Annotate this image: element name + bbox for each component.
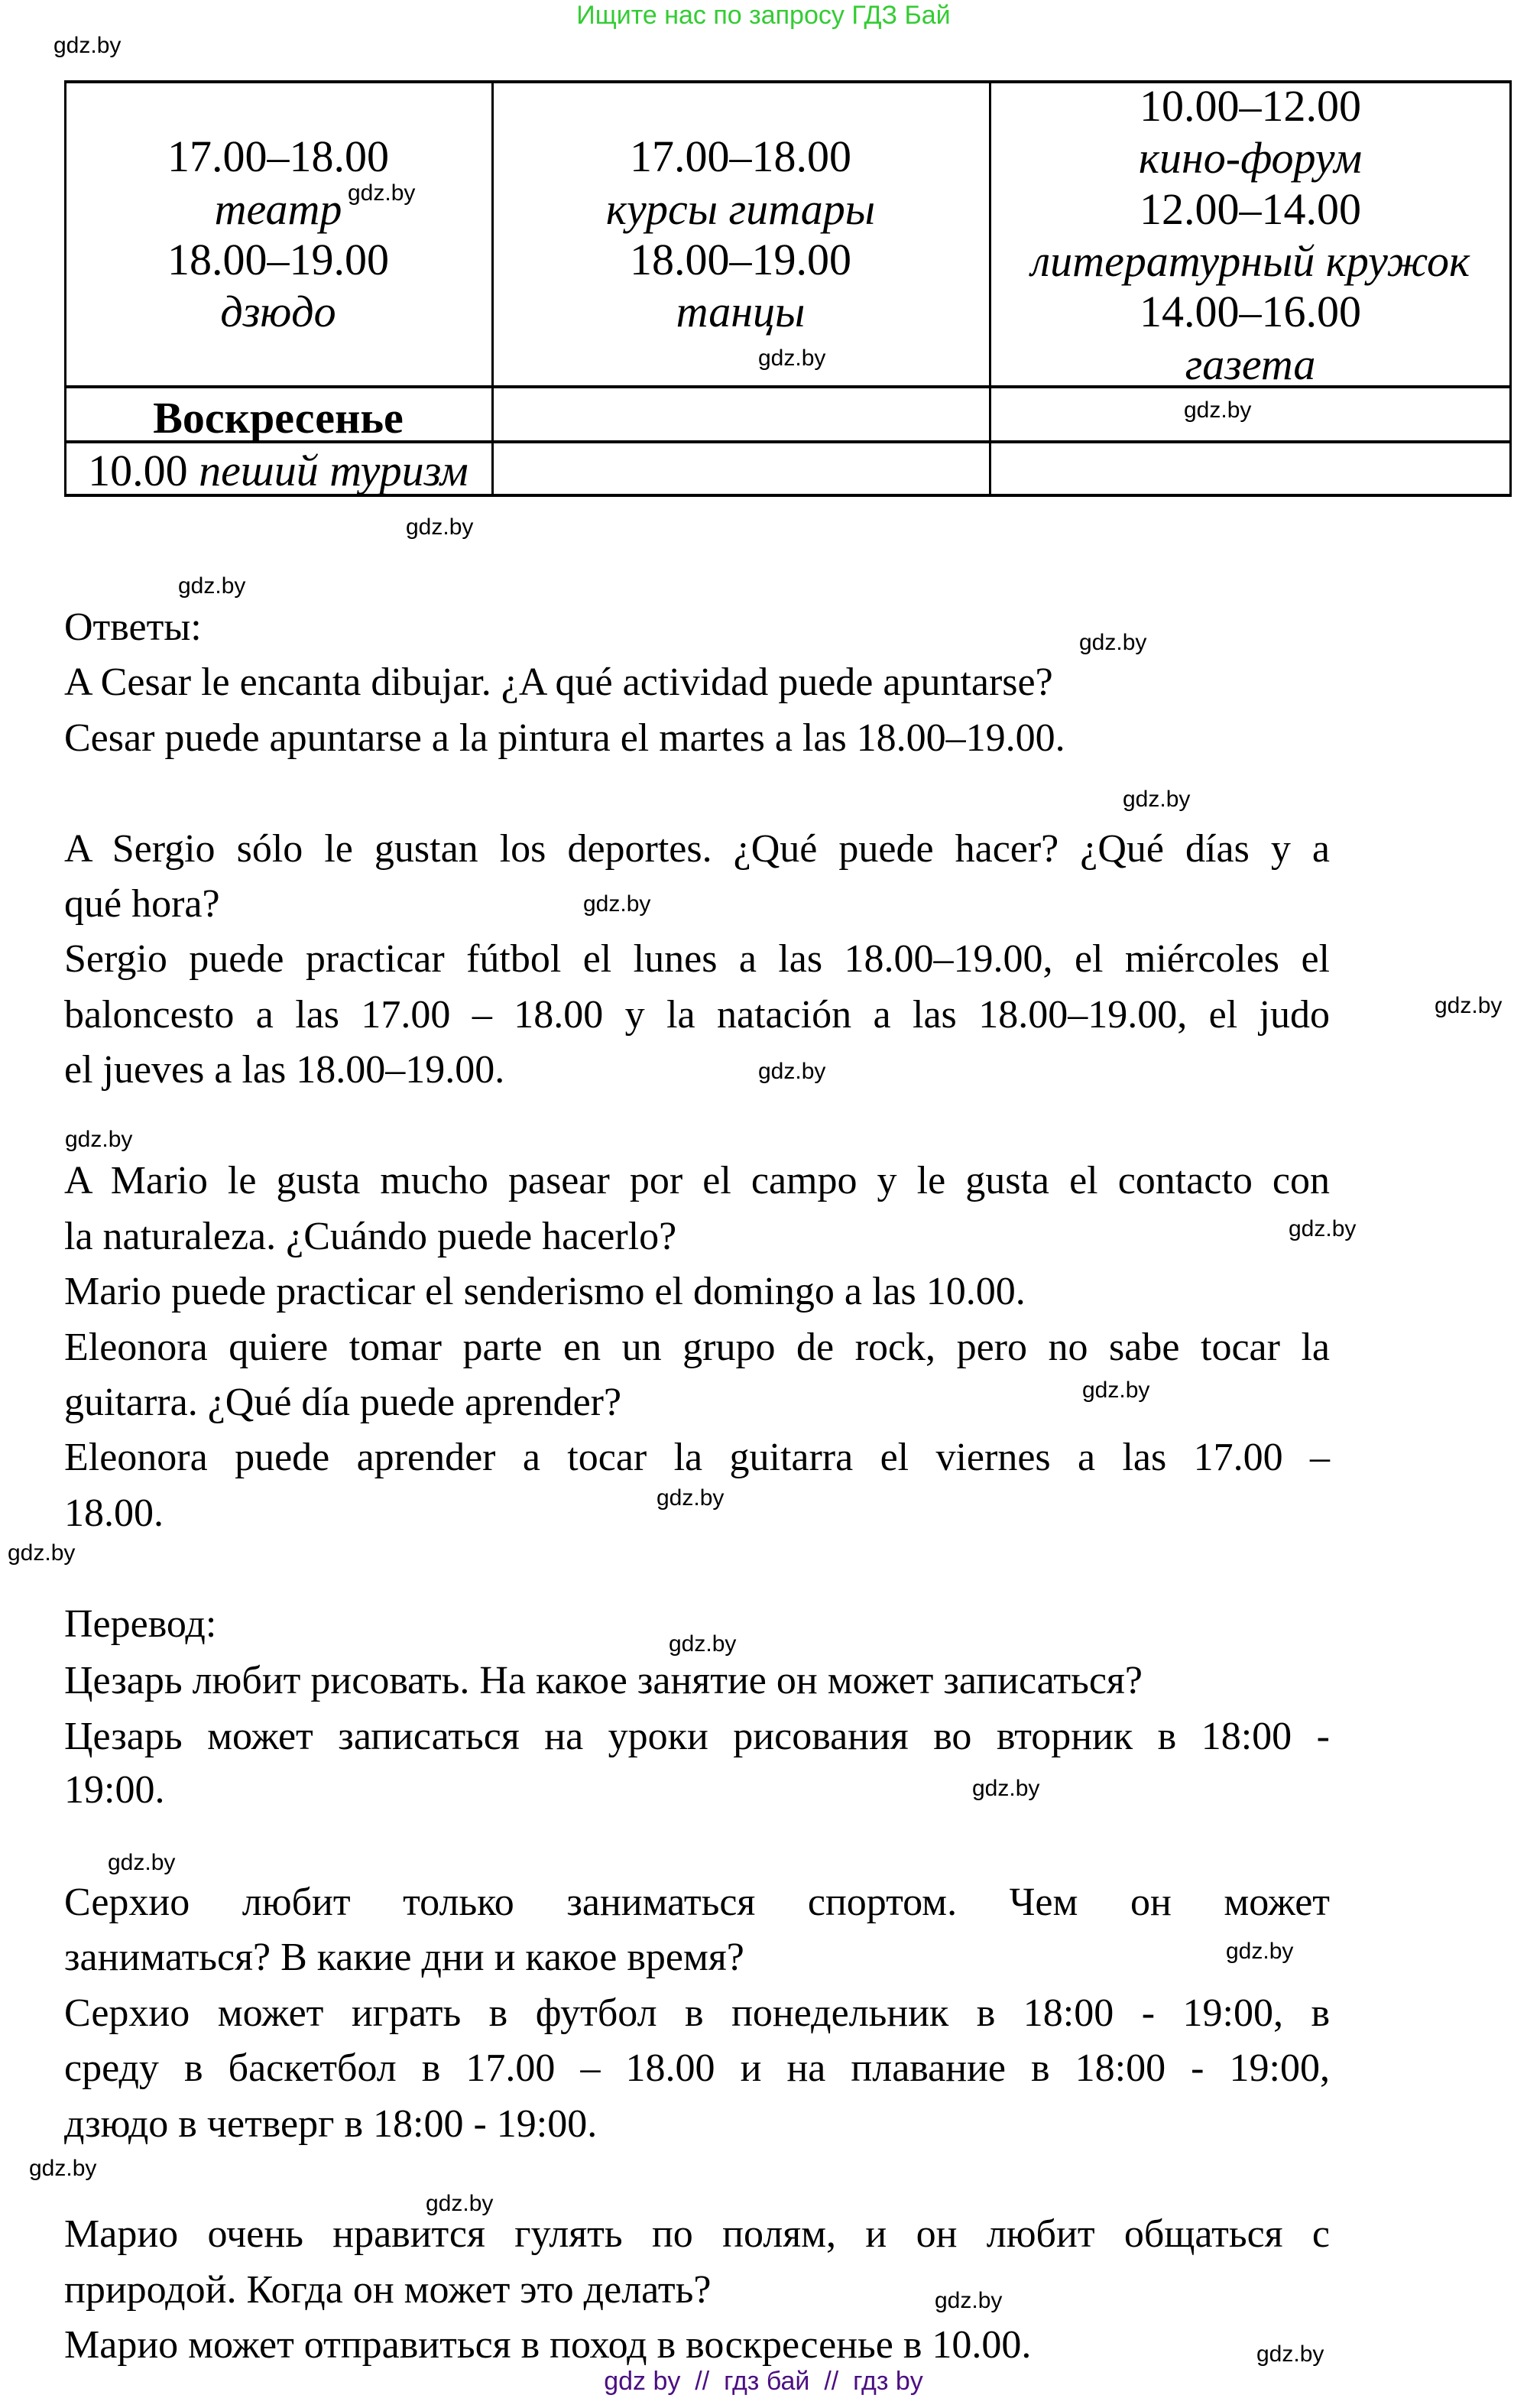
sunday-time: 10.00 — [88, 446, 188, 495]
watermark: gdz.by — [1079, 630, 1147, 655]
watermark: gdz.by — [1289, 1216, 1357, 1241]
watermark: gdz.by — [178, 573, 246, 599]
watermark: gdz.by — [758, 1059, 826, 1084]
cell-text: 18.00–19.00 — [167, 235, 389, 284]
text-line: Mario puede practicar el senderismo el domingo a las 10.00. — [64, 1270, 1026, 1313]
text-line: 18.00. — [64, 1491, 164, 1535]
text-line: A Cesar le encanta dibujar. ¿A qué actividad puede apuntarse? — [64, 660, 1053, 704]
text-line: заниматься? В какие дни и какое время? — [64, 1936, 744, 1979]
text-line: A Sergio sólo le gustan los deportes. ¿Qué puede hacer? ¿Qué días y a — [64, 827, 1330, 871]
cell-text: танцы — [676, 287, 806, 336]
cell-text: кино-форум — [1138, 133, 1363, 183]
text-line: Марио может отправиться в поход в воскресенье в 10.00. — [64, 2323, 1032, 2367]
cell-text: 17.00–18.00 — [630, 131, 851, 181]
cell-text: театр — [214, 184, 342, 234]
watermark: gdz.by — [669, 1631, 737, 1657]
watermark: gdz.by — [972, 1776, 1040, 1801]
watermark: gdz.by — [8, 1540, 76, 1566]
section-heading: Перевод: — [64, 1602, 217, 1646]
sunday-entry — [64, 445, 492, 497]
watermark: gdz.by — [406, 514, 474, 540]
text-line: guitarra. ¿Qué día puede aprender? — [64, 1381, 622, 1424]
header-banner: Ищите нас по запросу ГДЗ Бай — [576, 1, 951, 30]
cell-text: 14.00–16.00 — [1140, 287, 1361, 336]
watermark: gdz.by — [29, 2156, 97, 2181]
watermark: gdz.by — [348, 180, 416, 206]
watermark: gdz.by — [1082, 1378, 1150, 1403]
text-line: Марио очень нравится гулять по полям, и он любит общаться с — [64, 2212, 1330, 2256]
text-line: Серхио может играть в футбол в понедельник в 18:00 - 19:00, в — [64, 1991, 1330, 2035]
text-line: 19:00. — [64, 1768, 165, 1812]
cell-text: 18.00–19.00 — [630, 235, 851, 284]
cell-text: курсы гитары — [605, 184, 876, 234]
text-line: la naturaleza. ¿Cuándo puede hacerlo? — [64, 1215, 677, 1258]
text-line: Цезарь может записаться на уроки рисования во вторник в 18:00 - — [64, 1715, 1330, 1758]
section-heading: Ответы: — [64, 605, 202, 649]
text-line: Eleonora quiere tomar parte en un grupo de rock, pero no sabe tocar la — [64, 1326, 1330, 1369]
watermark: gdz.by — [1123, 787, 1191, 812]
text-line: A Mario le gusta mucho pasear por el campo y le gusta el contacto con — [64, 1159, 1330, 1202]
watermark: gdz.by — [935, 2288, 1003, 2313]
watermark: gdz.by — [1184, 398, 1252, 423]
watermark: gdz.by — [583, 891, 651, 917]
sunday-activity: пеший туризм — [199, 446, 468, 495]
cell-text: 10.00–12.00 — [1140, 81, 1361, 131]
text-line: qué hora? — [64, 882, 220, 926]
text-line: Cesar puede apuntarse a la pintura el martes a las 18.00–19.00. — [64, 716, 1065, 760]
text-line: Eleonora puede aprender a tocar la guitarra el viernes a las 17.00 – — [64, 1436, 1330, 1479]
text-line: дзюдо в четверг в 18:00 - 19:00. — [64, 2102, 598, 2146]
schedule-table — [64, 80, 1512, 497]
watermark: gdz.by — [53, 33, 122, 58]
cell-text: литературный кружок — [1030, 236, 1470, 286]
text-line: Серхио любит только заниматься спортом. Чем он может — [64, 1881, 1330, 1924]
watermark: gdz.by — [108, 1850, 176, 1875]
watermark: gdz.by — [1256, 2341, 1324, 2367]
cell-text: 12.00–14.00 — [1140, 184, 1361, 234]
text-line: Sergio puede practicar fútbol el lunes a las 18.00–19.00, el miércoles el — [64, 937, 1330, 981]
text-line: baloncesto a las 17.00 – 18.00 y la natación a las 18.00–19.00, el judo — [64, 993, 1330, 1037]
text-line: el jueves a las 18.00–19.00. — [64, 1048, 505, 1092]
footer-banner: gdz by // гдз бай // гдз by — [604, 2367, 923, 2396]
watermark: gdz.by — [1435, 993, 1503, 1018]
cell-text: дзюдо — [220, 287, 336, 336]
text-line: среду в баскетбол в 17.00 – 18.00 и на плавание в 18:00 - 19:00, — [64, 2046, 1330, 2090]
watermark: gdz.by — [426, 2191, 494, 2216]
watermark: gdz.by — [65, 1127, 133, 1152]
watermark: gdz.by — [657, 1485, 725, 1511]
cell-text: 17.00–18.00 — [167, 131, 389, 181]
watermark: gdz.by — [758, 346, 826, 371]
watermark: gdz.by — [1226, 1939, 1294, 1964]
cell-text: газета — [1185, 339, 1316, 389]
sunday-heading: Воскресенье — [153, 393, 404, 443]
text-line: природой. Когда он может это делать? — [64, 2268, 712, 2312]
text-line: Цезарь любит рисовать. На какое занятие он может записаться? — [64, 1659, 1143, 1702]
